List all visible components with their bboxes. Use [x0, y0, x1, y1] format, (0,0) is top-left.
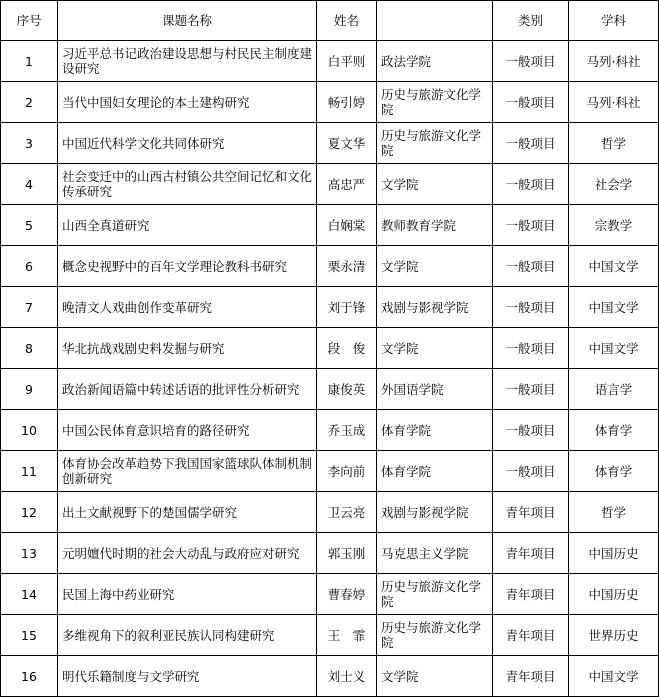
cell-college: 戏剧与影视学院	[377, 492, 493, 533]
table-row	[1, 82, 659, 123]
cell-category: 一般项目	[493, 246, 569, 287]
table-row	[1, 533, 659, 574]
cell-title: 当代中国妇女理论的本土建构研究	[58, 82, 317, 123]
cell-subject: 哲学	[569, 123, 659, 164]
header-title: 课题名称	[58, 1, 317, 41]
cell-subject: 中国历史	[569, 533, 659, 574]
cell-title: 山西全真道研究	[58, 205, 317, 246]
cell-college: 政法学院	[377, 41, 493, 82]
cell-no: 15	[1, 615, 58, 656]
cell-title: 社会变迁中的山西古村镇公共空间记忆和文化传承研究	[58, 164, 317, 205]
cell-college: 体育学院	[377, 451, 493, 492]
header-no: 序号	[1, 1, 58, 41]
cell-subject: 哲学	[569, 492, 659, 533]
cell-subject: 语言学	[569, 369, 659, 410]
cell-subject: 中国历史	[569, 574, 659, 615]
cell-no: 11	[1, 451, 58, 492]
header-subject: 学科	[569, 1, 659, 41]
cell-no: 9	[1, 369, 58, 410]
cell-category: 一般项目	[493, 287, 569, 328]
cell-category: 青年项目	[493, 656, 569, 697]
cell-college: 戏剧与影视学院	[377, 287, 493, 328]
cell-college: 历史与旅游文化学院	[377, 82, 493, 123]
cell-subject: 马列·科社	[569, 82, 659, 123]
cell-no: 4	[1, 164, 58, 205]
cell-subject: 马列·科社	[569, 41, 659, 82]
cell-no: 2	[1, 82, 58, 123]
cell-category: 一般项目	[493, 123, 569, 164]
cell-no: 6	[1, 246, 58, 287]
cell-category: 一般项目	[493, 410, 569, 451]
cell-no: 1	[1, 41, 58, 82]
table-row	[1, 492, 659, 533]
cell-college: 文学院	[377, 164, 493, 205]
header-college	[377, 1, 493, 41]
cell-no: 8	[1, 328, 58, 369]
cell-title: 出土文献视野下的楚国儒学研究	[58, 492, 317, 533]
cell-name: 夏文华	[317, 123, 377, 164]
cell-college: 文学院	[377, 656, 493, 697]
header-name: 姓名	[317, 1, 377, 41]
cell-subject: 中国文学	[569, 287, 659, 328]
cell-college: 教师教育学院	[377, 205, 493, 246]
table-row	[1, 205, 659, 246]
cell-name: 段 俊	[317, 328, 377, 369]
table-row	[1, 615, 659, 656]
cell-category: 一般项目	[493, 369, 569, 410]
cell-no: 10	[1, 410, 58, 451]
cell-category: 青年项目	[493, 574, 569, 615]
cell-college: 体育学院	[377, 410, 493, 451]
cell-category: 青年项目	[493, 533, 569, 574]
cell-name: 高忠严	[317, 164, 377, 205]
cell-name: 白平则	[317, 41, 377, 82]
cell-college: 外国语学院	[377, 369, 493, 410]
cell-title: 习近平总书记政治建设思想与村民民主制度建设研究	[58, 41, 317, 82]
cell-name: 王 霏	[317, 615, 377, 656]
cell-title: 晚清文人戏曲创作变革研究	[58, 287, 317, 328]
cell-name: 卫云亮	[317, 492, 377, 533]
cell-name: 康俊英	[317, 369, 377, 410]
cell-subject: 体育学	[569, 451, 659, 492]
cell-subject: 中国文学	[569, 656, 659, 697]
cell-name: 郭玉刚	[317, 533, 377, 574]
cell-name: 刘于锋	[317, 287, 377, 328]
cell-no: 5	[1, 205, 58, 246]
cell-subject: 体育学	[569, 410, 659, 451]
cell-no: 16	[1, 656, 58, 697]
cell-title: 政治新闻语篇中转述话语的批评性分析研究	[58, 369, 317, 410]
cell-subject: 世界历史	[569, 615, 659, 656]
cell-college: 马克思主义学院	[377, 533, 493, 574]
table-row	[1, 164, 659, 205]
cell-category: 青年项目	[493, 492, 569, 533]
cell-category: 一般项目	[493, 41, 569, 82]
cell-title: 华北抗战戏剧史料发掘与研究	[58, 328, 317, 369]
table-row	[1, 369, 659, 410]
table-row	[1, 123, 659, 164]
table-body	[1, 41, 659, 697]
cell-no: 12	[1, 492, 58, 533]
cell-name: 畅引婷	[317, 82, 377, 123]
cell-name: 栗永清	[317, 246, 377, 287]
cell-name: 乔玉成	[317, 410, 377, 451]
cell-name: 刘士义	[317, 656, 377, 697]
cell-category: 一般项目	[493, 328, 569, 369]
cell-title: 概念史视野中的百年文学理论教科书研究	[58, 246, 317, 287]
cell-title: 体育协会改革趋势下我国国家篮球队体制机制创新研究	[58, 451, 317, 492]
cell-college: 历史与旅游文化学院	[377, 615, 493, 656]
table-row	[1, 246, 659, 287]
cell-college: 文学院	[377, 246, 493, 287]
table-row	[1, 287, 659, 328]
cell-category: 一般项目	[493, 82, 569, 123]
cell-name: 白娴棠	[317, 205, 377, 246]
table-row	[1, 328, 659, 369]
table-row	[1, 410, 659, 451]
cell-title: 元明嬗代时期的社会大动乱与政府应对研究	[58, 533, 317, 574]
table-row	[1, 41, 659, 82]
cell-subject: 社会学	[569, 164, 659, 205]
cell-name: 曹春婷	[317, 574, 377, 615]
cell-no: 14	[1, 574, 58, 615]
cell-college: 历史与旅游文化学院	[377, 123, 493, 164]
cell-college: 文学院	[377, 328, 493, 369]
cell-title: 多维视角下的叙利亚民族认同构建研究	[58, 615, 317, 656]
header-category: 类别	[493, 1, 569, 41]
cell-title: 中国公民体育意识培育的路径研究	[58, 410, 317, 451]
cell-no: 13	[1, 533, 58, 574]
cell-category: 青年项目	[493, 615, 569, 656]
cell-no: 7	[1, 287, 58, 328]
cell-category: 一般项目	[493, 451, 569, 492]
cell-subject: 中国文学	[569, 328, 659, 369]
cell-title: 民国上海中药业研究	[58, 574, 317, 615]
cell-no: 3	[1, 123, 58, 164]
cell-title: 中国近代科学文化共同体研究	[58, 123, 317, 164]
table-row	[1, 451, 659, 492]
cell-name: 李向前	[317, 451, 377, 492]
table-row	[1, 656, 659, 697]
header-row	[1, 1, 659, 41]
cell-college: 历史与旅游文化学院	[377, 574, 493, 615]
cell-title: 明代乐籍制度与文学研究	[58, 656, 317, 697]
cell-category: 一般项目	[493, 164, 569, 205]
table-row	[1, 574, 659, 615]
cell-subject: 中国文学	[569, 246, 659, 287]
cell-category: 一般项目	[493, 205, 569, 246]
cell-subject: 宗教学	[569, 205, 659, 246]
